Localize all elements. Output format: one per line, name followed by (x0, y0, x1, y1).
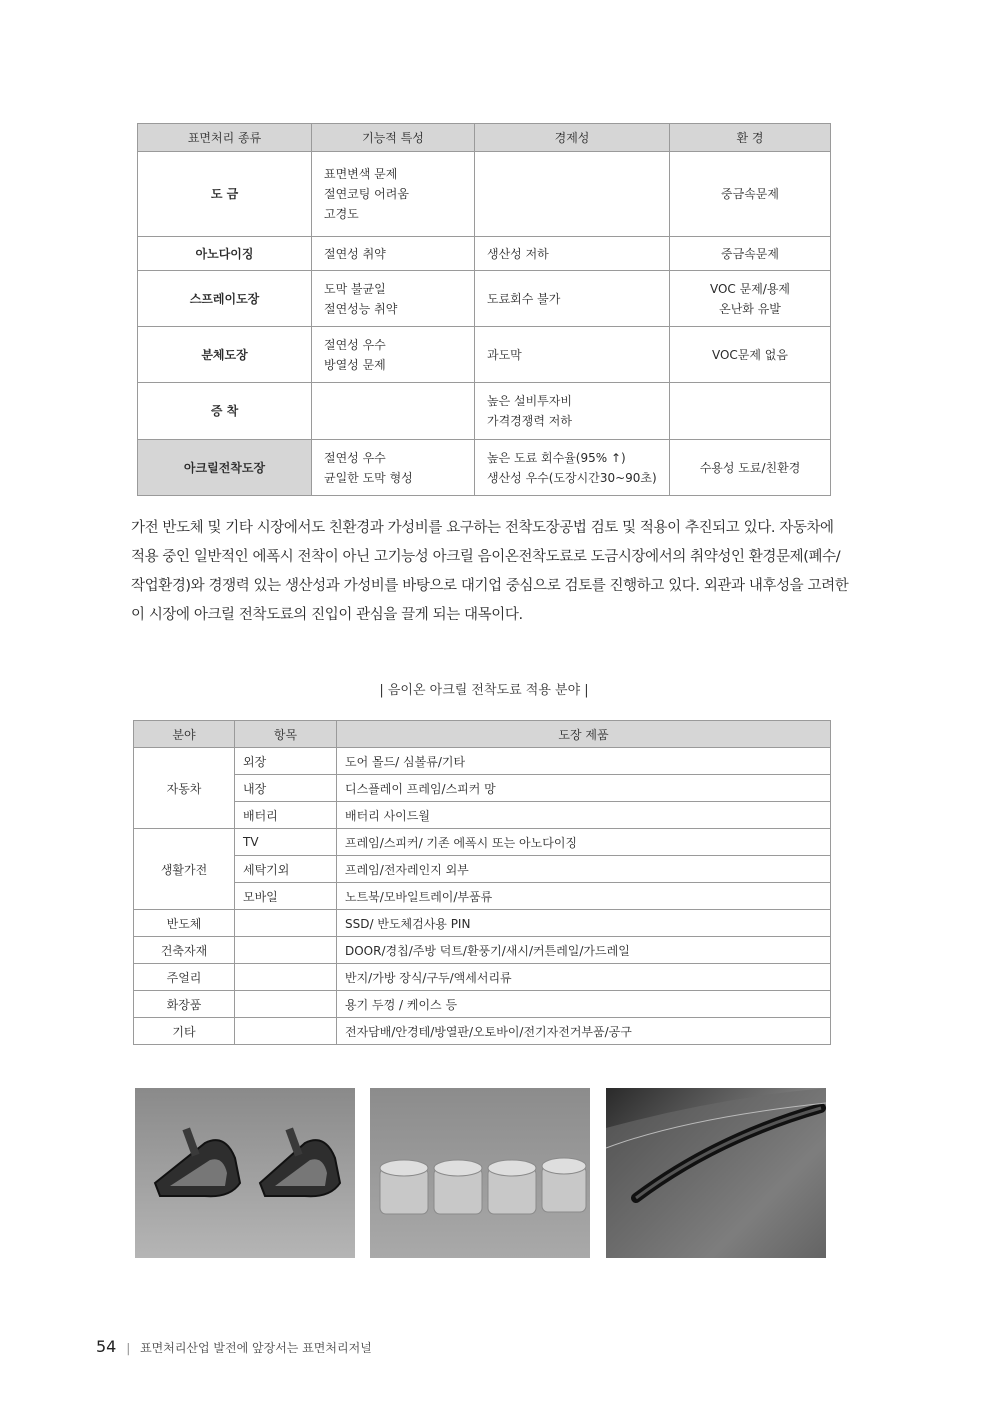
item-cell: 모바일 (235, 883, 337, 910)
table-caption: | 음이온 아크릴 전착도료 적용 분야 | (379, 683, 589, 698)
function-line: 절연성 우수 (324, 450, 386, 465)
function-cell (312, 327, 475, 383)
item-cell (235, 910, 337, 937)
environment-cell (670, 440, 831, 496)
table-row (134, 1018, 831, 1045)
environment-line: VOC문제 없음 (711, 347, 788, 362)
economy-line: 높은 설비투자비 (487, 394, 572, 408)
product-cell: 용기 두껑 / 케이스 등 (337, 991, 831, 1018)
economy-cell (475, 152, 670, 237)
treatment-type: 분체도장 (138, 327, 312, 383)
header-function: 기능적 특성 (312, 124, 475, 152)
product-cell: 노트북/모바일트레이/부품류 (337, 883, 831, 910)
function-line: 절연코팅 어려움 (324, 187, 409, 201)
table-header-row (134, 721, 831, 748)
environment-cell (670, 237, 831, 271)
table-row (134, 802, 831, 829)
function-line: 방열성 문제 (324, 357, 386, 372)
header-item: 항목 (235, 721, 337, 748)
item-cell (235, 991, 337, 1018)
item-cell: 배터리 (235, 802, 337, 829)
product-cell: 도어 몰드/ 심볼류/기타 (337, 748, 831, 775)
table-row (134, 964, 831, 991)
table-row (134, 910, 831, 937)
surface-treatment-comparison-table (137, 123, 831, 496)
function-cell (312, 440, 475, 496)
economy-line: 생산성 저하 (487, 246, 549, 261)
function-line: 도막 불균일 (324, 281, 386, 296)
environment-cell (670, 271, 831, 327)
item-cell (235, 964, 337, 991)
paragraph-line: 가전 반도체 및 기타 시장에서도 친환경과 가성비를 요구하는 전착도장공법 검토 및 적용이 추진되고 있다. 자동차에 (131, 520, 834, 536)
publication-title: 표면처리산업 발전에 앞장서는 표면처리저널 (140, 1341, 372, 1355)
header-field: 분야 (134, 721, 235, 748)
page-footer (96, 1337, 372, 1356)
roof-rail-illustration (606, 1088, 826, 1258)
treatment-type: 스프레이도장 (138, 271, 312, 327)
table-header-row (138, 124, 831, 152)
function-line: 절연성능 취약 (324, 301, 398, 316)
treatment-type: 아노다이징 (138, 237, 312, 271)
photo-car-roof-rail (606, 1088, 826, 1258)
page-number: 54 (96, 1337, 117, 1356)
paragraph-line: 이 시장에 아크릴 전착도료의 진입이 관심을 끌게 되는 대목이다. (131, 607, 523, 623)
table-row (134, 991, 831, 1018)
item-cell: 외장 (235, 748, 337, 775)
header-treatment-type: 표면처리 종류 (138, 124, 312, 152)
function-cell (312, 152, 475, 237)
header-product: 도장 제품 (337, 721, 831, 748)
paragraph-line: 적용 중인 일반적인 에폭시 전착이 아닌 고기능성 아크릴 음이온전착도료로 도금시장에서의 취약성인 환경문제(폐수/ (131, 549, 841, 565)
table-row (138, 152, 831, 237)
product-cell: SSD/ 반도체검사용 PIN (337, 910, 831, 937)
economy-line: 가격경쟁력 저하 (487, 414, 572, 428)
economy-cell (475, 383, 670, 440)
photo-coated-caps (370, 1088, 590, 1258)
environment-cell (670, 327, 831, 383)
header-environment: 환 경 (670, 124, 831, 152)
table-row (138, 271, 831, 327)
environment-line: 수용성 도료/친환경 (699, 460, 801, 475)
economy-line: 도료회수 불가 (487, 291, 561, 306)
application-fields-table (133, 720, 831, 1045)
environment-line: 중금속문제 (721, 246, 779, 261)
item-cell: 내장 (235, 775, 337, 802)
paragraph-line: 작업환경)와 경쟁력 있는 생산성과 가성비를 바탕으로 대기업 중심으로 검토를 진행하고 있다. 외관과 내후성을 고려한 (131, 578, 849, 594)
product-cell: 프레임/전자레인지 외부 (337, 856, 831, 883)
function-cell (312, 237, 475, 271)
table-row (134, 856, 831, 883)
category-cell: 자동차 (134, 748, 235, 829)
environment-line: VOC 문제/용제 (709, 281, 791, 296)
economy-cell (475, 440, 670, 496)
table-row (134, 937, 831, 964)
coated-caps-illustration (370, 1088, 590, 1258)
function-cell (312, 271, 475, 327)
product-cell: 디스플레이 프레임/스피커 망 (337, 775, 831, 802)
coated-parts-illustration (135, 1088, 355, 1258)
product-cell: 프레임/스피커/ 기존 에폭시 또는 아노다이징 (337, 829, 831, 856)
category-cell: 기타 (134, 1018, 235, 1045)
treatment-type: 도 금 (138, 152, 312, 237)
function-cell (312, 383, 475, 440)
category-cell: 반도체 (134, 910, 235, 937)
economy-cell (475, 327, 670, 383)
product-cell: 반지/가방 장식/구두/액세서리류 (337, 964, 831, 991)
product-cell: 배터리 사이드월 (337, 802, 831, 829)
environment-line: 중금속문제 (721, 187, 779, 201)
item-cell (235, 937, 337, 964)
economy-cell (475, 237, 670, 271)
treatment-type: 증 착 (138, 383, 312, 440)
environment-cell (670, 152, 831, 237)
function-line: 절연성 취약 (324, 246, 386, 261)
category-cell: 건축자재 (134, 937, 235, 964)
item-cell: 세탁기외 (235, 856, 337, 883)
environment-cell (670, 383, 831, 440)
table-row (138, 327, 831, 383)
product-cell: 전자담배/안경테/방열판/오토바이/전기자전거부품/공구 (337, 1018, 831, 1045)
table-row (138, 440, 831, 496)
footer-separator: | (126, 1341, 131, 1355)
header-economy: 경제성 (475, 124, 670, 152)
item-cell (235, 1018, 337, 1045)
economy-line: 높은 도료 회수율(95% ↑) (487, 450, 626, 465)
environment-line: 온난화 유발 (719, 301, 781, 316)
category-cell: 주얼리 (134, 964, 235, 991)
table-row (134, 883, 831, 910)
economy-line: 생산성 우수(도장시간30~90초) (487, 470, 657, 485)
table-row (138, 237, 831, 271)
function-line: 고경도 (324, 207, 359, 221)
economy-cell (475, 271, 670, 327)
function-line: 표면변색 문제 (324, 167, 398, 181)
body-paragraph (131, 514, 849, 630)
table-row (134, 748, 831, 775)
photo-coated-parts (135, 1088, 355, 1258)
product-cell: DOOR/경칩/주방 덕트/환풍기/새시/커튼레일/가드레일 (337, 937, 831, 964)
table-row (134, 829, 831, 856)
function-line: 균일한 도막 형성 (324, 470, 413, 485)
table-row (134, 775, 831, 802)
treatment-type: 아크릴전착도장 (138, 440, 312, 496)
item-cell: TV (235, 829, 337, 856)
economy-line: 과도막 (487, 347, 522, 362)
table-row (138, 383, 831, 440)
function-line: 절연성 우수 (324, 337, 386, 352)
category-cell: 화장품 (134, 991, 235, 1018)
category-cell: 생활가전 (134, 829, 235, 910)
